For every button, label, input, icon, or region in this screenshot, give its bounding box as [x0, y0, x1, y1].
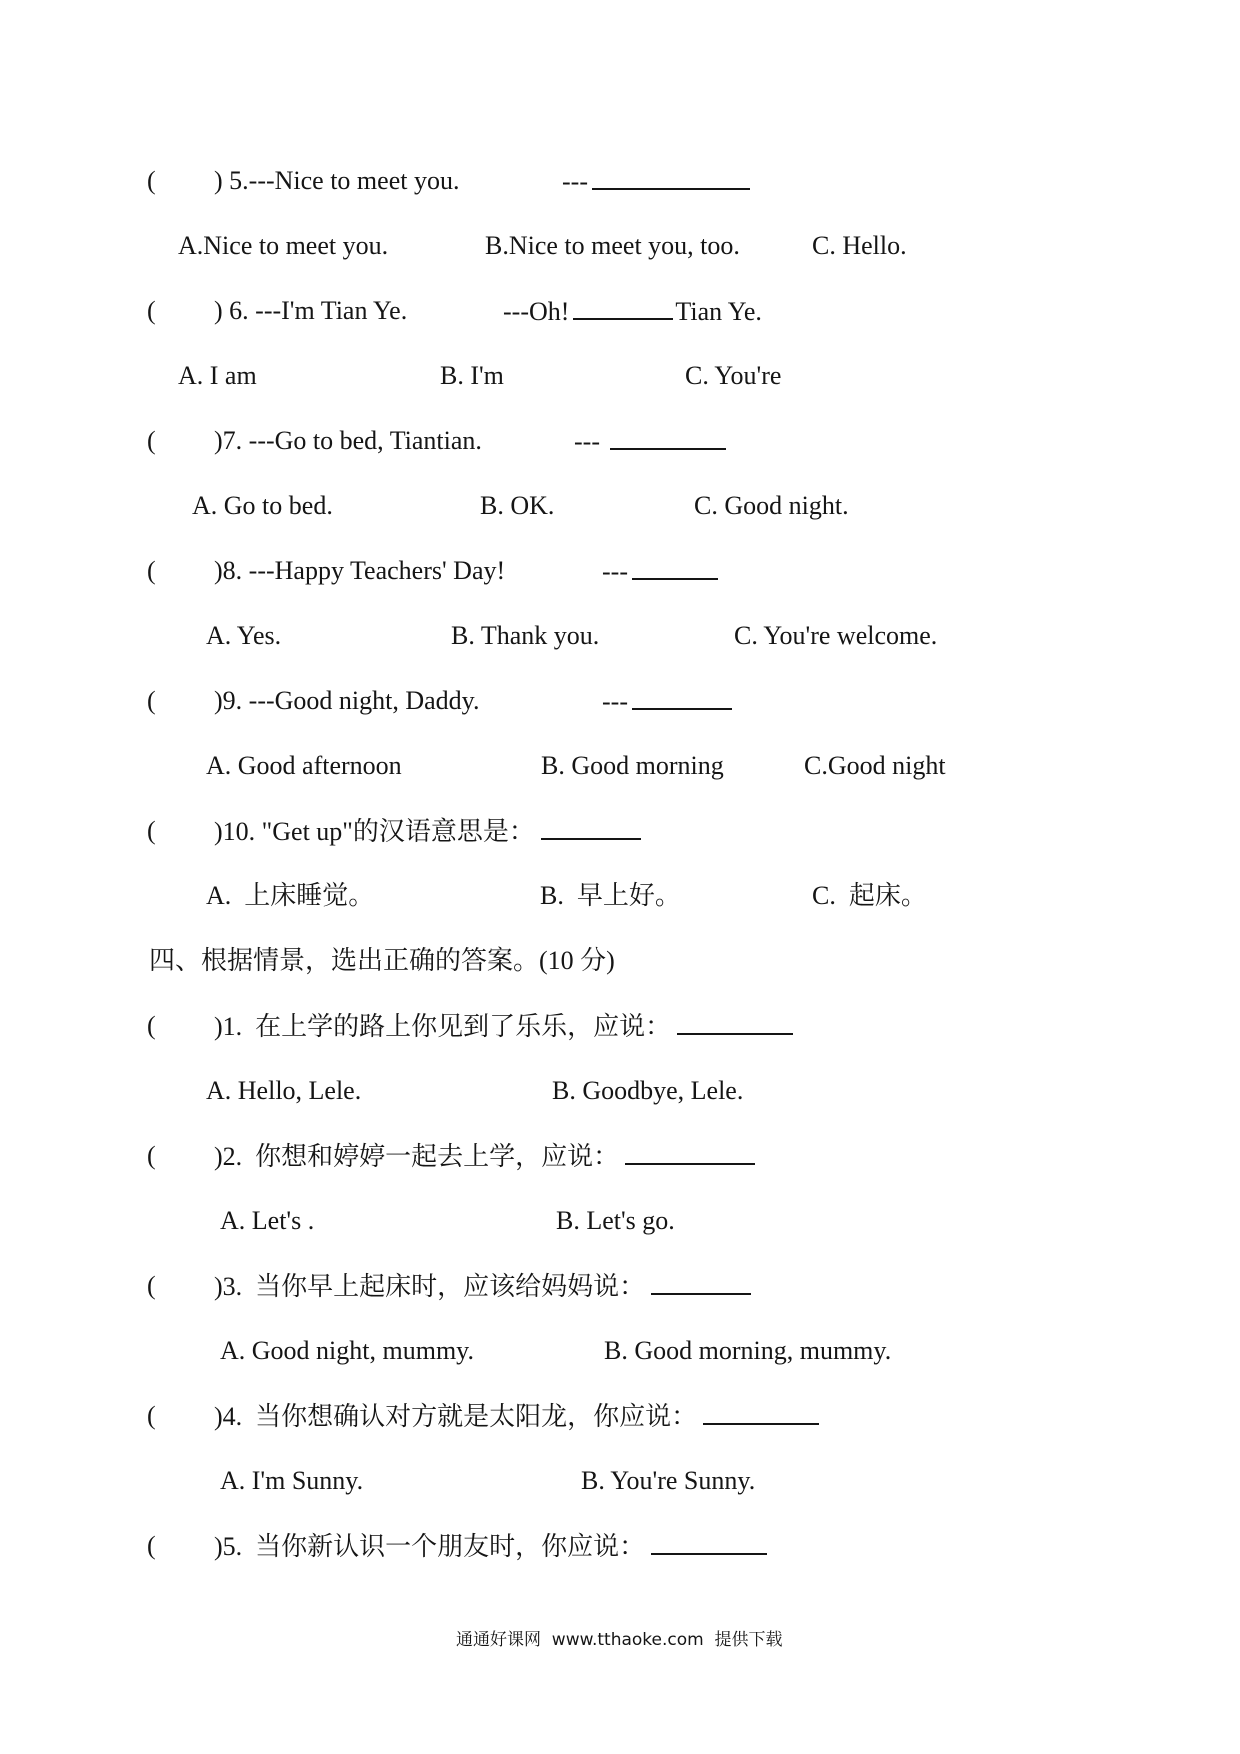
question-stem: )7. ---Go to bed, Tiantian. — [214, 426, 482, 455]
answer-blank — [703, 1401, 819, 1425]
option-a: A. I'm Sunny. — [220, 1466, 364, 1495]
option-b: B. Good morning, mummy. — [604, 1336, 892, 1365]
question-stem — [214, 816, 641, 847]
stem-text: )10. "Get up"的汉语意思是： — [214, 817, 535, 846]
question-stem: )9. ---Good night, Daddy. — [214, 686, 480, 715]
question-stem — [214, 1531, 767, 1562]
option-b: B. Good morning — [541, 751, 724, 780]
option-a: A. Let's . — [220, 1206, 315, 1235]
reply-text: --- — [602, 687, 628, 716]
reply-prompt — [602, 556, 718, 587]
reply-prompt — [503, 296, 762, 327]
answer-paren: ( — [147, 426, 156, 455]
answer-blank — [651, 1531, 767, 1555]
answer-paren: ( — [147, 1401, 156, 1430]
answer-paren: ( — [147, 816, 156, 845]
option-a: A. I am — [178, 361, 257, 390]
option-c: C. 起床。 — [812, 881, 927, 910]
stem-text: )3. 当你早上起床时，应该给妈妈说： — [214, 1272, 646, 1301]
answer-blank — [677, 1011, 793, 1035]
answer-blank — [541, 816, 641, 840]
question-stem: )8. ---Happy Teachers' Day! — [214, 556, 506, 585]
answer-blank — [632, 556, 718, 580]
footer-credit: 通通好课网 www.tthaoke.com 提供下载 — [456, 1630, 783, 1650]
option-c: C. Hello. — [812, 231, 907, 260]
question-stem — [214, 1271, 751, 1302]
reply-after-text: Tian Ye. — [675, 297, 762, 326]
answer-paren: ( — [147, 686, 156, 715]
option-b: B.Nice to meet you, too. — [485, 231, 740, 260]
option-a: A.Nice to meet you. — [178, 231, 389, 260]
option-b: B. I'm — [440, 361, 504, 390]
reply-prompt — [574, 426, 726, 457]
answer-blank — [610, 426, 726, 450]
answer-paren: ( — [147, 166, 156, 195]
option-a: A. Good night, mummy. — [220, 1336, 474, 1365]
question-stem — [214, 1141, 755, 1172]
answer-paren: ( — [147, 1141, 156, 1170]
reply-text: --- — [574, 427, 600, 456]
stem-text: )1. 在上学的路上你见到了乐乐，应说： — [214, 1012, 672, 1041]
question-stem: ) 6. ---I'm Tian Ye. — [214, 296, 408, 325]
section-heading: 四、根据情景，选出正确的答案。(10 分) — [149, 946, 615, 975]
option-b: B. 早上好。 — [540, 881, 681, 910]
answer-blank — [651, 1271, 751, 1295]
option-c: C. You're — [685, 361, 782, 390]
option-a: A. Go to bed. — [192, 491, 333, 520]
option-b: B. Goodbye, Lele. — [552, 1076, 744, 1105]
option-b: B. Let's go. — [556, 1206, 675, 1235]
answer-blank — [592, 166, 750, 190]
option-a: A. 上床睡觉。 — [206, 881, 375, 910]
answer-blank — [573, 296, 673, 320]
answer-blank — [625, 1141, 755, 1165]
option-c: C. You're welcome. — [734, 621, 938, 650]
stem-text: )5. 当你新认识一个朋友时，你应说： — [214, 1532, 646, 1561]
answer-paren: ( — [147, 1271, 156, 1300]
option-a: A. Yes. — [206, 621, 282, 650]
option-c: C. Good night. — [694, 491, 849, 520]
answer-blank — [632, 686, 732, 710]
reply-text: --- — [602, 557, 628, 586]
question-stem — [214, 1401, 819, 1432]
reply-text: --- — [562, 167, 588, 196]
answer-paren: ( — [147, 1531, 156, 1560]
reply-text: ---Oh! — [503, 297, 570, 326]
reply-prompt — [562, 166, 750, 197]
option-b: B. Thank you. — [451, 621, 600, 650]
option-a: A. Hello, Lele. — [206, 1076, 362, 1105]
reply-prompt — [602, 686, 732, 717]
stem-text: )4. 当你想确认对方就是太阳龙，你应说： — [214, 1402, 698, 1431]
option-a: A. Good afternoon — [206, 751, 402, 780]
answer-paren: ( — [147, 296, 156, 325]
option-b: B. You're Sunny. — [581, 1466, 756, 1495]
option-b: B. OK. — [480, 491, 555, 520]
answer-paren: ( — [147, 556, 156, 585]
stem-text: )2. 你想和婷婷一起去上学，应说： — [214, 1142, 620, 1171]
option-c: C.Good night — [804, 751, 946, 780]
question-stem: ) 5.---Nice to meet you. — [214, 166, 460, 195]
answer-paren: ( — [147, 1011, 156, 1040]
question-stem — [214, 1011, 793, 1042]
